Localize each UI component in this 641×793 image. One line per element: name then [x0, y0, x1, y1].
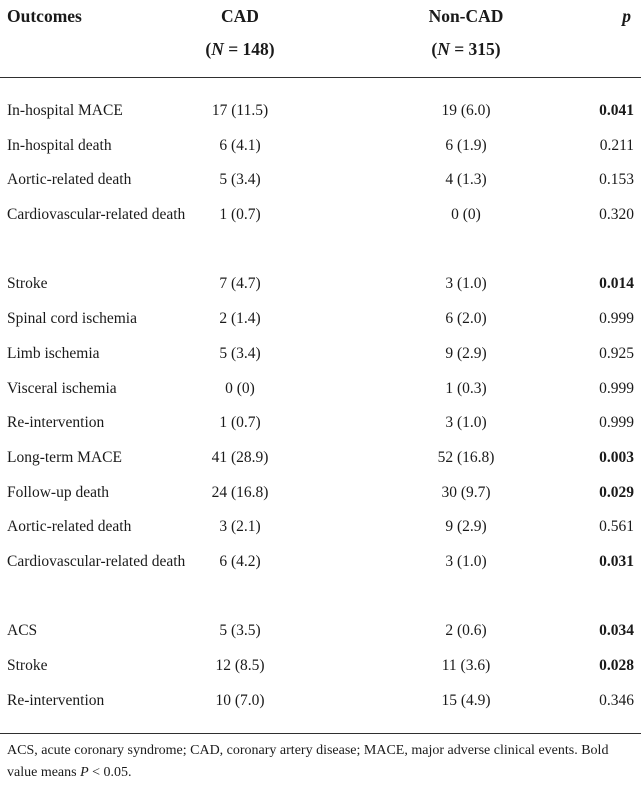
p-value-cell: 0.999 — [599, 414, 634, 432]
cad-cell: 41 (28.9) — [211, 448, 269, 466]
cad-cell: 10 (7.0) — [215, 691, 265, 709]
outcome-cell: Stroke — [7, 275, 48, 293]
cad-cell: 1 (0.7) — [219, 414, 261, 432]
noncad-cell: 2 (0.6) — [445, 622, 487, 640]
cad-cell: 24 (16.8) — [211, 483, 269, 501]
noncad-cell: 9 (2.9) — [445, 344, 487, 362]
p-value-cell: 0.003 — [599, 448, 634, 466]
table-bottom-rule — [0, 733, 641, 734]
noncad-cell: 30 (9.7) — [441, 483, 491, 501]
p-value-cell: 0.034 — [599, 622, 634, 640]
table-row — [0, 129, 641, 164]
cad-cell: 5 (3.5) — [219, 622, 261, 640]
table-row — [0, 510, 641, 545]
cad-cell: 12 (8.5) — [215, 657, 265, 675]
p-value-cell: 0.320 — [599, 206, 634, 224]
header-noncad-n: (N = 315) — [431, 39, 501, 59]
noncad-cell: 4 (1.3) — [445, 171, 487, 189]
p-value-cell: 0.153 — [599, 171, 634, 189]
cad-cell: 5 (3.4) — [219, 344, 261, 362]
p-value-cell: 0.028 — [599, 657, 634, 675]
outcome-cell: Stroke — [7, 657, 48, 675]
table-row — [0, 337, 641, 372]
outcome-cell: Aortic-related death — [7, 518, 132, 536]
header-outcomes: Outcomes — [7, 6, 82, 26]
noncad-cell: 11 (3.6) — [441, 657, 491, 675]
outcome-cell: Re-intervention — [7, 414, 105, 432]
outcome-cell: Visceral ischemia — [7, 379, 117, 397]
table-body — [0, 78, 641, 718]
outcome-cell: Limb ischemia — [7, 344, 100, 362]
p-value-cell: 0.211 — [599, 136, 634, 154]
table-row — [0, 94, 641, 129]
table-row — [0, 198, 641, 267]
p-value-cell: 0.031 — [599, 552, 634, 570]
noncad-cell: 3 (1.0) — [445, 275, 487, 293]
table-footnote: ACS, acute coronary syndrome; CAD, coronary artery disease; MACE, major adverse clinical events. Bold value means P < 0.05. — [7, 743, 609, 780]
outcome-cell: Follow-up death — [7, 483, 110, 501]
noncad-cell: 52 (16.8) — [437, 448, 495, 466]
cad-cell: 3 (2.1) — [219, 518, 261, 536]
outcome-cell: Cardiovascular-related death — [7, 206, 186, 224]
header-cad: CAD — [221, 6, 259, 26]
table-row — [0, 406, 641, 441]
p-value-cell: 0.014 — [599, 275, 634, 293]
outcome-cell: Re-intervention — [7, 691, 105, 709]
cad-cell: 6 (4.1) — [219, 136, 261, 154]
cad-cell: 6 (4.2) — [219, 552, 261, 570]
outcome-cell: Spinal cord ischemia — [7, 310, 137, 328]
table-row — [0, 302, 641, 337]
header-cad-n: (N = 148) — [205, 39, 275, 59]
p-value-cell: 0.925 — [599, 344, 634, 362]
noncad-cell: 6 (2.0) — [445, 310, 487, 328]
noncad-cell: 9 (2.9) — [445, 518, 487, 536]
cad-cell: 2 (1.4) — [219, 310, 261, 328]
noncad-cell: 6 (1.9) — [445, 136, 487, 154]
noncad-cell: 0 (0) — [451, 206, 481, 224]
cad-cell: 1 (0.7) — [219, 206, 261, 224]
table-row — [0, 649, 641, 684]
noncad-cell: 15 (4.9) — [441, 691, 491, 709]
outcome-cell: In-hospital death — [7, 136, 112, 154]
table-row — [0, 441, 641, 476]
outcome-cell: ACS — [7, 622, 38, 640]
table-row — [0, 267, 641, 302]
header-noncad: Non-CAD — [428, 6, 504, 26]
outcome-cell: In-hospital MACE — [7, 102, 123, 119]
outcome-cell: Long-term MACE — [7, 448, 122, 466]
table-row — [0, 614, 641, 649]
p-value-cell: 0.999 — [599, 310, 634, 328]
noncad-cell: 3 (1.0) — [445, 552, 487, 570]
table-row — [0, 545, 641, 614]
table-row — [0, 476, 641, 511]
noncad-cell: 3 (1.0) — [445, 414, 487, 432]
p-value-cell: 0.346 — [599, 691, 634, 709]
cad-cell: 17 (11.5) — [211, 102, 269, 119]
p-value-cell: 0.561 — [599, 518, 634, 536]
table-row — [0, 372, 641, 407]
cad-cell: 5 (3.4) — [219, 171, 261, 189]
p-value-cell: 0.999 — [599, 379, 634, 397]
cad-cell: 7 (4.7) — [219, 275, 261, 293]
outcome-cell: Aortic-related death — [7, 171, 132, 189]
table-header — [0, 0, 641, 78]
table-row — [0, 684, 641, 719]
noncad-cell: 19 (6.0) — [441, 102, 491, 119]
noncad-cell: 1 (0.3) — [445, 379, 487, 397]
table-row — [0, 163, 641, 198]
p-value-cell: 0.029 — [599, 483, 634, 501]
header-p: p — [622, 6, 631, 26]
p-value-cell: 0.041 — [599, 102, 634, 119]
cad-cell: 0 (0) — [225, 379, 255, 397]
outcome-cell: Cardiovascular-related death — [7, 552, 186, 570]
